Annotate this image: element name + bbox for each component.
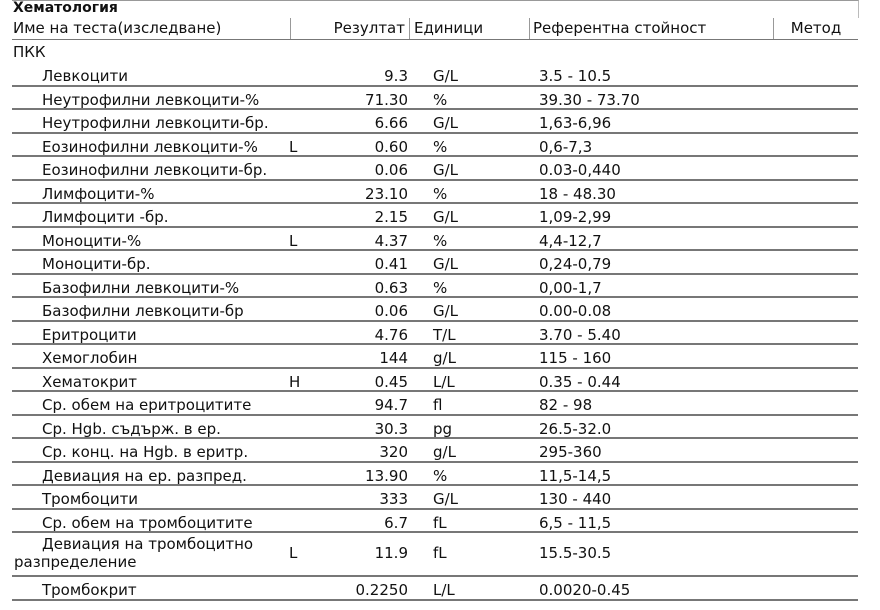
test-name — [42, 581, 292, 599]
result-value: 2.15 — [374, 208, 408, 226]
test-name-line: Лимфоцити-% — [42, 184, 155, 203]
reference-range: 1,63-6,96 — [539, 114, 612, 132]
table-row — [12, 204, 858, 228]
result-value: 320 — [379, 443, 408, 461]
table-row — [12, 345, 858, 369]
table-row — [12, 134, 858, 158]
result-value: 0.60 — [374, 137, 408, 156]
table-row — [12, 322, 858, 346]
table-row — [12, 63, 858, 87]
result-unit: G/L — [433, 67, 459, 85]
result-value: 0.2250 — [355, 581, 408, 599]
test-name — [42, 396, 292, 414]
result-unit: G/L — [433, 255, 459, 273]
result-value: 11.9 — [374, 544, 408, 562]
result-flag: L — [289, 231, 298, 250]
result-unit: % — [433, 137, 448, 156]
table-row — [12, 275, 858, 299]
reference-range: 3.70 - 5.40 — [539, 325, 621, 344]
result-unit: T/L — [433, 325, 456, 344]
result-unit: g/L — [433, 349, 456, 367]
column-header-reference: Референтна стойност — [530, 18, 774, 39]
test-name-line: Моноцити-бр. — [42, 255, 151, 273]
test-name — [42, 185, 292, 203]
section-title: Хематология — [12, 0, 859, 18]
result-unit: % — [433, 90, 448, 109]
reference-range: 295-360 — [539, 443, 602, 461]
result-unit: % — [433, 466, 448, 485]
result-unit: G/L — [433, 490, 459, 508]
test-name-line: Левкоцити — [42, 67, 129, 85]
reference-range: 0,24-0,79 — [539, 255, 612, 273]
result-unit: fl — [433, 396, 443, 414]
result-unit: L/L — [433, 372, 455, 391]
test-name-line: Базофилни левкоцити-бр — [42, 302, 244, 320]
table-row — [12, 439, 858, 463]
result-flag: L — [289, 137, 298, 156]
result-value: 0.41 — [374, 255, 408, 273]
reference-range: 18 - 48.30 — [539, 184, 616, 203]
reference-range: 39.30 - 73.70 — [539, 90, 640, 109]
reference-range: 4,4-12,7 — [539, 231, 602, 250]
test-name-line: Ср. Hgb. съдърж. в ер. — [42, 419, 221, 438]
result-value: 0.45 — [374, 372, 408, 391]
table-row — [12, 392, 858, 416]
test-name — [42, 255, 292, 273]
test-name-line: Ср. конц. на Hgb. в еритр. — [42, 443, 249, 461]
reference-range: 0,00-1,7 — [539, 278, 602, 297]
test-name — [42, 232, 292, 250]
group-label: ПКК — [13, 43, 46, 61]
reference-range: 1,09-2,99 — [539, 208, 612, 226]
test-name — [14, 535, 302, 571]
result-value: 0.63 — [374, 278, 408, 297]
column-header-method: Метод — [790, 19, 842, 37]
result-unit: G/L — [433, 114, 459, 132]
reference-range: 26.5-32.0 — [539, 419, 612, 438]
test-name-line: Еозинофилни левкоцити-% — [42, 137, 258, 156]
test-name-line: Лимфоцити -бр. — [42, 208, 169, 226]
test-name-line: Еозинофилни левкоцити-бр. — [42, 161, 268, 179]
reference-range: 6,5 - 11,5 — [539, 513, 612, 532]
result-unit: fL — [433, 544, 447, 562]
table-row — [12, 369, 858, 393]
table-row — [12, 416, 858, 440]
result-value: 6.66 — [374, 114, 408, 132]
test-name — [42, 114, 292, 132]
table-row — [12, 533, 858, 577]
result-unit: % — [433, 184, 448, 203]
table-row — [12, 157, 858, 181]
result-value: 23.10 — [365, 184, 408, 203]
test-name — [42, 161, 292, 179]
result-value: 0.06 — [374, 302, 408, 320]
result-value: 333 — [379, 490, 408, 508]
table-row — [12, 486, 858, 510]
test-name-line: Тромбоцити — [42, 490, 139, 508]
reference-range: 0.35 - 0.44 — [539, 372, 621, 391]
reference-range: 11,5-14,5 — [539, 466, 612, 485]
test-name-line: Базофилни левкоцити-% — [42, 278, 240, 297]
result-unit: G/L — [433, 302, 459, 320]
test-name — [42, 373, 292, 391]
test-name-line: Девиация на тромбоцитно — [42, 535, 254, 553]
result-unit: g/L — [433, 443, 456, 461]
table-row — [12, 228, 858, 252]
result-unit: % — [433, 278, 448, 297]
test-name-line: Неутрофилни левкоцити-% — [42, 90, 260, 109]
column-header-units: Единици — [410, 18, 530, 39]
test-name-line: Девиация на ер. разпред. — [42, 466, 247, 485]
test-name-line: Хематокрит — [42, 372, 137, 391]
result-unit: G/L — [433, 161, 459, 179]
result-value: 30.3 — [374, 419, 408, 438]
test-name-line: Еритроцити — [42, 325, 137, 344]
result-value: 4.76 — [374, 325, 408, 344]
table-row — [12, 577, 858, 601]
test-name — [42, 67, 292, 85]
result-unit: pg — [433, 419, 453, 438]
table-row — [12, 298, 858, 322]
reference-range: 0.0020-0.45 — [539, 581, 631, 599]
test-name — [42, 138, 292, 156]
result-unit: % — [433, 231, 448, 250]
reference-range: 0,6-7,3 — [539, 137, 593, 156]
result-unit: G/L — [433, 208, 459, 226]
reference-range: 0.03-0,440 — [539, 161, 621, 179]
result-value: 71.30 — [365, 90, 408, 109]
reference-range: 82 - 98 — [539, 396, 593, 414]
result-value: 94.7 — [374, 396, 408, 414]
reference-range: 130 - 440 — [539, 490, 612, 508]
test-name — [42, 490, 292, 508]
result-value: 13.90 — [365, 466, 408, 485]
result-value: 144 — [379, 349, 408, 367]
table-header — [12, 18, 858, 40]
test-name-line: Тромбокрит — [42, 581, 137, 599]
test-name-line: Моноцити-% — [42, 231, 142, 250]
test-name — [42, 514, 292, 532]
table-row — [12, 181, 858, 205]
result-flag: H — [289, 372, 301, 391]
table-row — [12, 110, 858, 134]
result-unit: fL — [433, 513, 447, 532]
result-value: 6.7 — [384, 513, 408, 532]
reference-range: 3.5 - 10.5 — [539, 67, 612, 85]
test-name-line: Ср. обем на тромбоцитите — [42, 513, 253, 532]
table-row — [12, 251, 858, 275]
table-row — [12, 510, 858, 534]
result-unit: L/L — [433, 581, 455, 599]
test-name-line: Хемоглобин — [42, 349, 138, 367]
reference-range: 0.00-0.08 — [539, 302, 612, 320]
test-name — [42, 302, 292, 320]
test-name — [42, 443, 292, 461]
result-flag: L — [289, 544, 298, 562]
test-name — [42, 467, 292, 485]
result-value: 0.06 — [374, 161, 408, 179]
table-row — [12, 87, 858, 111]
test-name — [42, 208, 292, 226]
column-header-result: Резултат — [290, 18, 410, 39]
column-header-name: Име на теста(изследване) — [12, 18, 291, 39]
result-value: 4.37 — [374, 231, 408, 250]
table-row — [12, 463, 858, 487]
result-value: 9.3 — [384, 67, 408, 85]
reference-range: 15.5-30.5 — [539, 544, 612, 562]
test-name — [42, 326, 292, 344]
test-name — [42, 91, 292, 109]
test-name — [42, 279, 292, 297]
test-name — [42, 349, 292, 367]
reference-range: 115 - 160 — [539, 349, 612, 367]
test-name-line: Ср. обем на еритроцитите — [42, 396, 252, 414]
test-name-line-2: разпределение — [14, 553, 137, 571]
test-name — [42, 420, 292, 438]
test-name-line: Неутрофилни левкоцити-бр. — [42, 114, 269, 132]
